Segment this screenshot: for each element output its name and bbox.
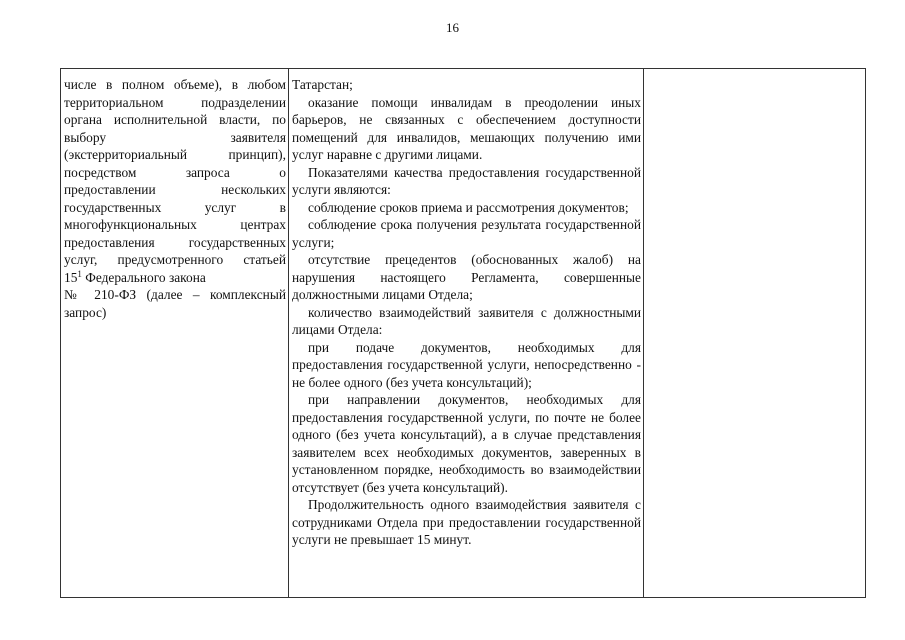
text-line: предоставлении нескольких: [64, 182, 286, 197]
paragraph: соблюдение сроков приема и рассмотрения документов;: [308, 199, 629, 215]
text-line: посредством запроса о: [64, 164, 286, 180]
text-line: выбору заявителя: [64, 129, 286, 145]
law-article-superscript: 1: [77, 268, 82, 279]
paragraph: отсутствие прецедентов (обоснованных жалоб) на нарушения настоящего Регламента, совершенные должностными лицами Отдела;: [292, 252, 641, 302]
table-cell-column-3: [644, 69, 865, 597]
paragraph: количество взаимодействий заявителя с должностными лицами Отдела:: [292, 304, 641, 337]
paragraph: Показателями качества предоставления государственной услуги являются:: [292, 164, 641, 197]
table-cell-column-2: [289, 69, 644, 597]
text-line: услуг, предусмотренного статьей: [64, 252, 286, 267]
paragraph: при направлении документов, необходимых для предоставления государственной услуги, по почте не более одного (без учета консультаций), а в случае представления заявителем всех необходимых документов, заверенных в установленном порядке, необходимость во взаимодействии отсутствует (без учета консультаций).: [292, 392, 641, 495]
law-article-line: [64, 269, 286, 287]
text-line: предоставления государственных: [64, 234, 286, 250]
text-line: запрос): [64, 304, 107, 320]
text-line: территориальном подразделении: [64, 94, 286, 110]
law-article-number: 15: [64, 269, 78, 285]
text-line: органа исполнительной власти, по: [64, 112, 286, 127]
paragraph: оказание помощи инвалидам в преодолении иных барьеров, не связанных с обеспечением доступности помещений для инвалидов, мешающих получению ими услуг наравне с другими лицами.: [292, 94, 641, 162]
law-article-rest: Федерального закона: [81, 269, 206, 285]
text-line: № 210-ФЗ (далее – комплексный: [64, 287, 286, 302]
table-cell-column-1: [61, 69, 289, 597]
paragraph: Продолжительность одного взаимодействия заявителя с сотрудниками Отдела при предоставлении государственной услуги не превышает 15 минут.: [292, 497, 641, 547]
page-number: 16: [446, 20, 459, 35]
paragraph: Татарстан;: [292, 77, 353, 92]
text-line: (экстерриториальный принцип),: [64, 147, 286, 162]
text-line: государственных услуг в: [64, 199, 286, 215]
paragraph: соблюдение срока получения результата государственной услуги;: [292, 217, 641, 250]
document-table: [60, 68, 866, 598]
text-line: числе в полном объеме), в любом: [64, 77, 286, 92]
text-line: многофункциональных центрах: [64, 217, 286, 232]
paragraph: при подаче документов, необходимых для предоставления государственной услуги, непосредственно - не более одного (без учета консультаций);: [292, 339, 641, 390]
